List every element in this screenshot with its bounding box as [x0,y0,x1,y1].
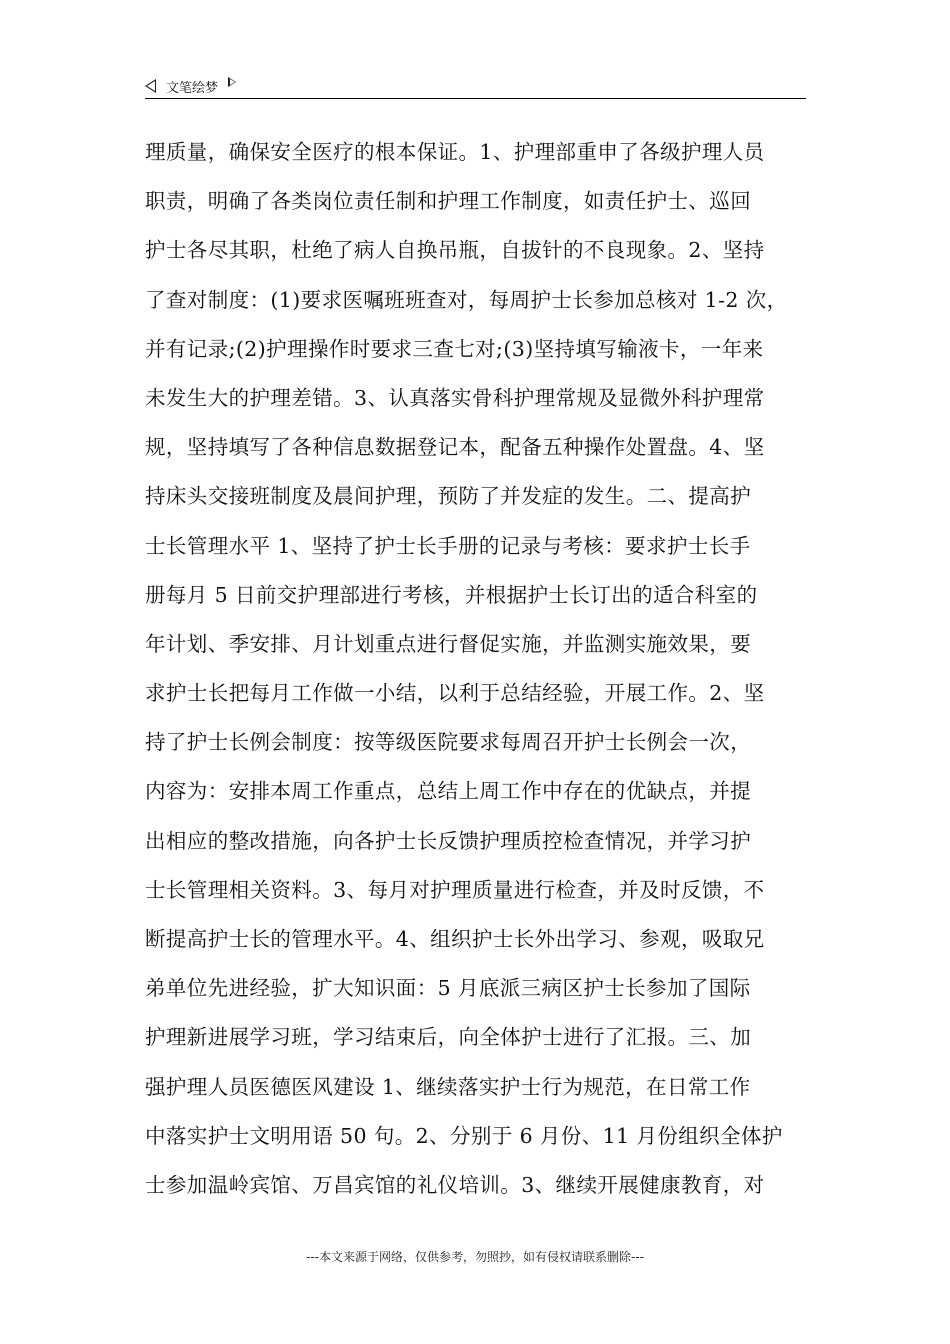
body-line: 了查对制度：(1)要求医嘱班班查对，每周护士长参加总核对 1-2 次， [145,287,788,312]
triangle-right-icon [228,77,236,87]
header-brand: 文笔绘梦 [166,80,219,96]
body-line: 持了护士长例会制度：按等级医院要求每周召开护士长例会一次， [145,730,752,755]
body-line: 出相应的整改措施，向各护士长反馈护理质控检查情况，并学习护 [145,828,752,853]
page-header [145,74,806,99]
body-line: 册每月 5 日前交护理部进行考核，并根据护士长订出的适合科室的 [145,582,758,607]
body-line: 士长管理相关资料。3、每月对护理质量进行检查，并及时反馈，不 [145,877,765,902]
body-line: 士长管理水平 1、坚持了护士长手册的记录与考核：要求护士长手 [145,533,751,558]
body-line: 未发生大的护理差错。3、认真落实骨科护理常规及显微外科护理常 [145,385,765,410]
triangle-left-icon [145,79,156,93]
body-line: 持床头交接班制度及晨间护理，预防了并发症的发生。二、提高护 [145,484,752,509]
body-line: 理质量，确保安全医疗的根本保证。1、护理部重申了各级护理人员 [145,140,765,164]
body-line: 内容为：安排本周工作重点，总结上周工作中存在的优缺点，并提 [145,779,752,804]
body-line: 弟单位先进经验，扩大知识面：5 月底派三病区护士长参加了国际 [145,976,751,1001]
body-line: 断提高护士长的管理水平。4、组织护士长外出学习、参观，吸取兄 [145,927,765,951]
body-line: 职责，明确了各类岗位责任制和护理工作制度，如责任护士、巡回 [145,189,752,214]
body-line: 士参加温岭宾馆、万昌宾馆的礼仪培训。3、继续开展健康教育，对 [145,1172,765,1197]
page-footer: ---本文来源于网络，仅供参考，勿照抄，如有侵权请联系删除--- [306,1250,644,1264]
body-line: 规，坚持填写了各种信息数据登记本，配备五种操作处置盘。4、坚 [145,435,765,460]
body-line: 年计划、季安排、月计划重点进行督促实施，并监测实施效果，要 [145,631,752,656]
body-line: 护士各尽其职，杜绝了病人自换吊瓶，自拔针的不良现象。2、坚持 [145,238,765,263]
body-line: 护理新进展学习班，学习结束后，向全体护士进行了汇报。三、加 [145,1025,752,1050]
body-line: 强护理人员医德医风建设 1、继续落实护士行为规范，在日常工作 [145,1074,751,1099]
document-body [145,128,815,1210]
body-line: 中落实护士文明用语 50 句。2、分别于 6 月份、11 月份组织全体护 [145,1123,783,1148]
body-line: 求护士长把每月工作做一小结，以利于总结经验，开展工作。2、坚 [145,681,765,706]
body-line: 并有记录;(2)护理操作时要求三查七对;(3)坚持填写输液卡，一年来 [145,336,764,361]
